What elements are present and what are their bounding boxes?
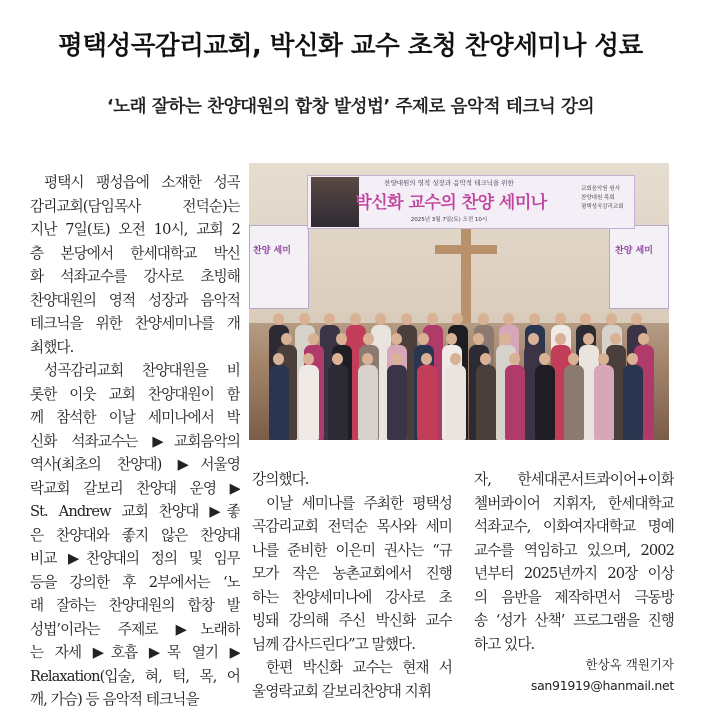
choir-member	[417, 365, 437, 440]
choir-member	[358, 365, 378, 440]
choir-member-head	[539, 353, 550, 365]
choir-member-head	[528, 333, 539, 345]
choir-member	[387, 365, 407, 440]
choir-member-head	[391, 333, 402, 345]
body-line: 최했다.	[30, 338, 74, 356]
choir-member-head	[480, 353, 491, 365]
choir-member-head	[427, 313, 438, 325]
body-line: 곡감리교회 전덕순 목사와 세미	[252, 518, 452, 535]
choir-member-head	[446, 333, 457, 345]
choir-member-head	[303, 353, 314, 365]
body-line: 하고 있다.	[474, 635, 535, 653]
body-column-3	[474, 468, 674, 656]
choir-member	[564, 365, 584, 440]
choir-member-head	[421, 353, 432, 365]
choir-group	[265, 303, 657, 440]
choir-member-head	[375, 313, 386, 325]
choir-member-head	[529, 313, 540, 325]
byline: 한상옥 객원기자	[585, 657, 674, 672]
body-line: 모가 작은 농촌교회에서 진행	[252, 565, 452, 582]
body-line: 송 ‘성가 산책’ 프로그램을 진행	[474, 612, 674, 629]
choir-member	[269, 365, 289, 440]
choir-member-head	[281, 333, 292, 345]
body-column-2	[252, 468, 452, 703]
body-line: 성법’이라는 주제로 ▶노래하	[30, 620, 240, 638]
choir-member-head	[478, 313, 489, 325]
choir-member-head	[473, 333, 484, 345]
body-line: Relaxation(입술, 혀, 턱, 목, 어	[30, 667, 240, 685]
cross-icon-bar	[435, 245, 497, 254]
choir-member-head	[555, 313, 566, 325]
choir-member-head	[332, 353, 343, 365]
choir-member	[535, 365, 555, 440]
choir-member	[505, 365, 525, 440]
choir-member-head	[598, 353, 609, 365]
choir-member-head	[638, 333, 649, 345]
banner-subtitle: 찬양대원의 영적 성장과 음악적 테크닉을 위한	[384, 179, 514, 187]
body-line: 한편 박신화 교수는 현재 서	[266, 659, 452, 676]
banner-side-text	[581, 185, 624, 212]
body-line: 하는 찬양세미나에 강사로 초	[252, 588, 452, 606]
body-column-1	[30, 171, 240, 712]
body-line: 석좌교수, 이화여자대학교 명예	[474, 518, 674, 535]
banner-side-line: 평택성곡감리교회	[581, 204, 624, 210]
choir-member-head	[583, 333, 594, 345]
banner-side-line: 교회음악원 원서	[581, 186, 620, 192]
choir-member-head	[273, 353, 284, 365]
body-line: 감리교회(담임목사 전덕순)는	[30, 197, 240, 215]
banner-side-line: 찬양대원 목회	[581, 195, 615, 201]
body-line: 테크닉을 위한 찬양세미나를 개	[30, 315, 240, 332]
body-line: 비교 ▶찬양대의 정의 및 임무	[30, 550, 240, 567]
body-line: 롯한 이웃 교회 찬양대원이 함	[30, 385, 240, 403]
screen-left	[249, 225, 309, 309]
banner-title: 박신화 교수의 찬양 세미나	[355, 193, 547, 213]
choir-member	[299, 365, 319, 440]
screen-left-text: 찬양 세미	[253, 246, 291, 256]
choir-member-head	[452, 313, 463, 325]
body-line: 깨, 가슴) 등 음악적 테크닉을	[30, 691, 199, 708]
body-line: 화 석좌교수를 강사로 초빙해	[30, 268, 240, 285]
choir-member	[328, 365, 348, 440]
choir-member	[476, 365, 496, 440]
choir-member-head	[580, 313, 591, 325]
body-line: 락교회 갈보리 찬양대 운영 ▶	[30, 479, 240, 497]
choir-member-head	[324, 313, 335, 325]
choir-member-head	[299, 313, 310, 325]
body-line: 께 참석한 이날 세미나에서 박	[30, 409, 240, 426]
body-line: 첼버콰이어 지휘자, 한세대학교	[474, 494, 674, 512]
headline: 평택성곡감리교회, 박신화 교수 초청 찬양세미나 성료	[58, 31, 643, 61]
choir-member-head	[273, 313, 284, 325]
choir-member-head	[503, 313, 514, 325]
body-line: 님께 감사드린다”고 말했다.	[252, 635, 415, 653]
body-line: 신화 석좌교수는 ▶교회음악의	[30, 432, 240, 450]
body-line: 는 자세 ▶호흡 ▶목 열기 ▶	[30, 644, 240, 661]
subheadline: ‘노래 잘하는 찬양대원의 합창 발성법’ 주제로 음악적 테크닉 강의	[106, 97, 595, 117]
body-line: 성곡감리교회 찬양대원을 비	[44, 362, 240, 379]
body-line: 년부터 2025년까지 20장 이상	[474, 565, 674, 582]
choir-member-head	[336, 333, 347, 345]
choir-member	[594, 365, 614, 440]
body-line: 의 음반을 제작하면서 극동방	[474, 588, 674, 606]
body-line: 등을 강의한 후 2부에서는 ‘노	[30, 573, 240, 591]
screen-right	[609, 225, 669, 309]
screen-right-text: 찬양 세미	[615, 246, 653, 256]
choir-member-head	[606, 313, 617, 325]
body-line: 은 찬양대와 좋지 않은 찬양대	[30, 526, 240, 544]
choir-member-head	[350, 313, 361, 325]
choir-member-head	[362, 353, 373, 365]
body-line: 울영락교회 갈보리찬양대 지휘	[252, 682, 432, 700]
body-line: 이날 세미나를 주최한 평택성	[266, 494, 452, 512]
body-line: 빙돼 강의해 주신 박신화 교수	[252, 612, 452, 629]
article-photo	[249, 163, 669, 440]
body-line: 지난 7일(토) 오전 10시, 교회 2	[30, 221, 240, 238]
choir-member	[446, 365, 466, 440]
choir-member-head	[308, 333, 319, 345]
body-line: 나를 준비한 이은미 권사는 “규	[252, 541, 452, 559]
body-line: 교수를 역임하고 있으며, 2002	[474, 541, 674, 559]
body-line: 자, 한세대콘서트콰이어+이화	[474, 471, 674, 488]
body-line: 층 본당에서 한세대학교 박신	[30, 244, 240, 262]
banner-date: 2025년 3월 7일(토) 오전 10시	[410, 217, 488, 223]
email: san91919@hanmail.net	[530, 678, 674, 693]
choir-member	[623, 365, 643, 440]
choir-member-head	[631, 313, 642, 325]
body-line: 역사(최초의 찬양대) ▶서울영	[30, 456, 240, 473]
body-line: St. Andrew 교회 찬양대 ▶좋	[30, 503, 240, 520]
choir-member-head	[401, 313, 412, 325]
body-line: 평택시 팽성읍에 소재한 성곡	[44, 174, 240, 191]
body-line: 강의했다.	[252, 471, 309, 488]
body-line: 래 잘하는 찬양대원의 합창 발	[30, 597, 240, 614]
body-line: 찬양대원의 영적 성장과 음악적	[30, 291, 240, 309]
